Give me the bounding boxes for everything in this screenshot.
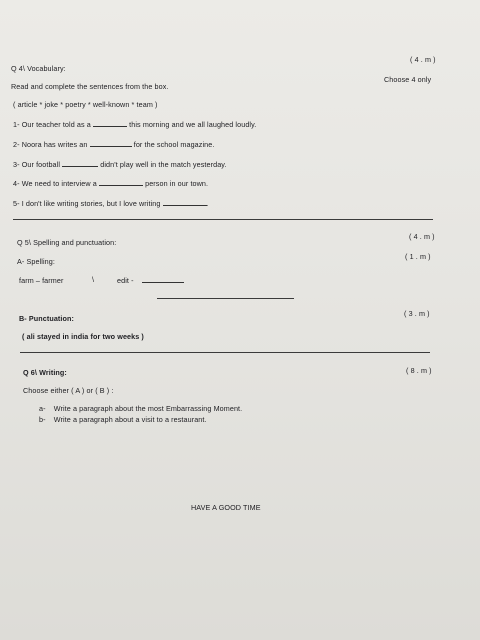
q5-heading: Q 5\ Spelling and punctuation: <box>17 238 117 247</box>
item-text-before: 1- Our teacher told as a <box>13 120 91 129</box>
q6-option-a <box>39 404 242 413</box>
q4-item-1 <box>13 120 256 129</box>
q5-punctuation-heading: B- Punctuation: <box>19 314 74 323</box>
item-text-after: . <box>206 199 209 208</box>
q4-heading: Q 4\ Vocabulary: <box>11 64 66 73</box>
spelling-answer-blank[interactable] <box>142 276 184 283</box>
spelling-separator: \ <box>92 275 95 284</box>
spelling-word: edit - <box>117 276 134 285</box>
q5-punctuation-marks: ( 3 . m ) <box>404 309 430 318</box>
answer-blank[interactable] <box>163 199 207 206</box>
punctuation-sentence: ( ali stayed in india for two weeks ) <box>22 332 144 341</box>
q5-spelling-marks: ( 1 . m ) <box>405 252 431 261</box>
item-text-before: 5- I don't like writing stories, but I love writing <box>13 199 161 208</box>
q4-choose-note: Choose 4 only <box>384 75 432 84</box>
q4-instruction: Read and complete the sentences from the box. <box>11 82 169 91</box>
answer-blank[interactable] <box>90 140 132 147</box>
section-divider <box>20 352 430 353</box>
option-letter: a- <box>39 404 46 413</box>
q6-option-b <box>39 415 207 424</box>
closing-message: HAVE A GOOD TIME <box>191 503 261 512</box>
item-text-before: 3- Our football <box>13 160 61 169</box>
q6-choose: Choose either ( A ) or ( B ) : <box>23 386 114 395</box>
q5-marks: ( 4 . m ) <box>409 232 435 241</box>
answer-blank[interactable] <box>99 179 143 186</box>
q4-item-2 <box>13 140 214 149</box>
spelling-example: farm – farmer <box>19 276 64 285</box>
answer-blank[interactable] <box>93 120 127 127</box>
answer-blank[interactable] <box>62 160 98 167</box>
spelling-answer-line[interactable] <box>157 298 294 299</box>
item-text-before: 2- Noora has writes an <box>13 140 88 149</box>
item-text-after: this morning and we all laughed loudly. <box>129 120 257 129</box>
item-text-after: didn't play well in the match yesterday. <box>100 160 227 169</box>
q6-heading: Q 6\ Writing: <box>23 368 67 377</box>
spelling-task <box>117 276 184 285</box>
item-text-after: for the school magazine. <box>133 140 215 149</box>
q4-item-3 <box>13 160 227 169</box>
q5-spelling-heading: A- Spelling: <box>17 257 55 266</box>
section-divider <box>13 219 433 220</box>
option-letter: b- <box>39 415 46 424</box>
q4-item-4 <box>13 179 208 188</box>
q4-marks: ( 4 . m ) <box>410 55 436 64</box>
q4-word-box: ( article * joke * poetry * well-known * team ) <box>13 100 158 109</box>
q4-item-5 <box>13 199 209 208</box>
item-text-before: 4- We need to interview a <box>13 179 97 188</box>
option-text: Write a paragraph about the most Embarrassing Moment. <box>53 404 243 413</box>
q6-marks: ( 8 . m ) <box>406 366 432 375</box>
option-text: Write a paragraph about a visit to a restaurant. <box>53 415 207 424</box>
item-text-after: person in our town. <box>145 179 209 188</box>
